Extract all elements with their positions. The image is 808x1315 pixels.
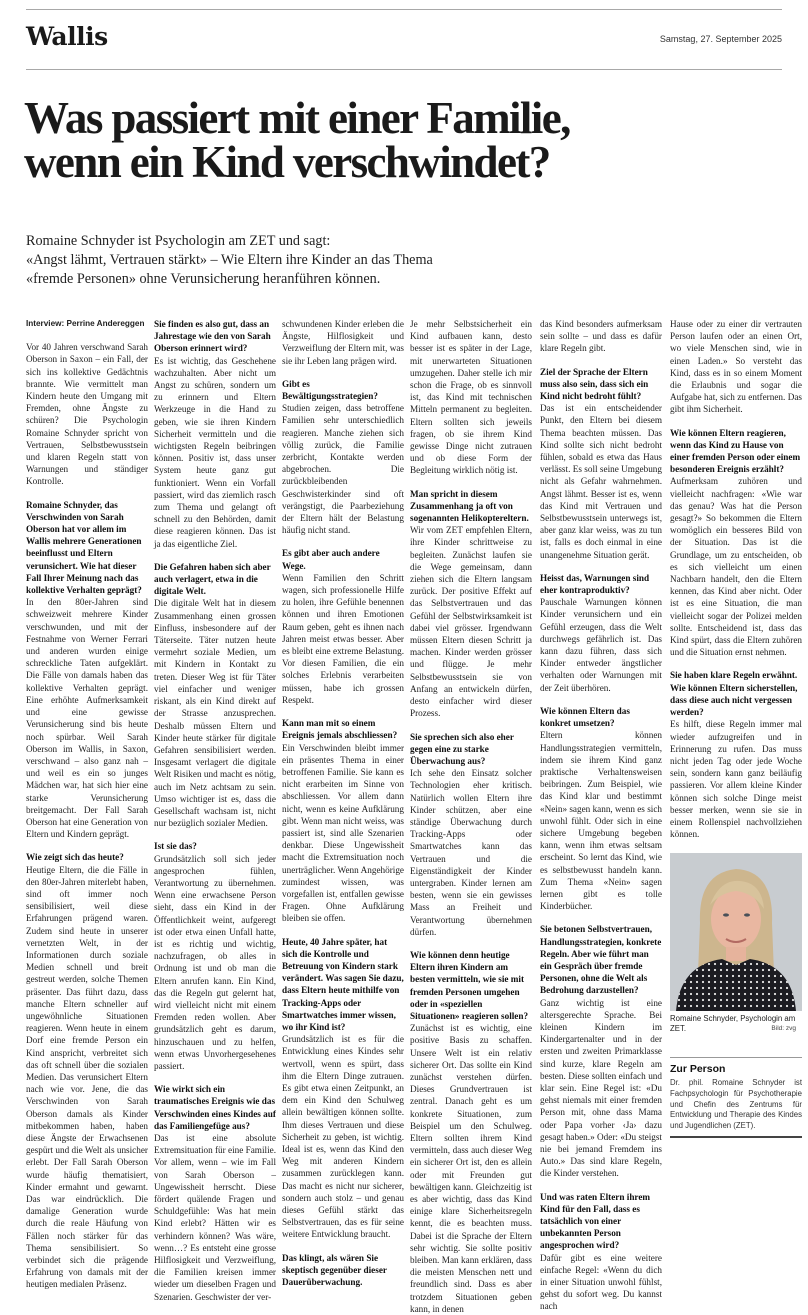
interview-question: Gibt es Bewältigungsstrategien? (282, 378, 378, 402)
interview-question: Sie betonen Selbstvertrauen, Handlungsstrategien, konkrete Regeln. Aber wie führt man ein Gespräch über fremde Personen, ohne die Welt als Bedrohung darzustellen? (540, 924, 662, 996)
interview-question: Sie haben klare Regeln erwähnt. Wie können Eltern sicherstellen, dass diese auch nicht vergessen werden? (670, 670, 798, 718)
interview-answer: Pauschale Warnungen können Kinder verunsichern und ein Gefühl erzeugen, dass die Welt durchwegs gefährlich ist. Das kann dazu führen, dass sich Kinder entweder ängstlicher verhalten oder Warnungen mit der Zeit überhören. (540, 597, 662, 693)
interview-question: Sie finden es also gut, dass an Jahrestage wie den von Sarah Oberson erinnert wird? (154, 319, 271, 354)
byline: Interview: Perrine Andereggen (26, 319, 145, 328)
interview-question: Wie zeigt sich das heute? (26, 852, 124, 863)
interview-answer: Es ist wichtig, das Geschehene wachzuhalten. Aber nicht um Angst zu schüren, sondern um zu erinnern und Eltern Werkzeuge in die Hand zu geben, wie sie ihren Kindern Sicherheit vermitteln und die wichtigsten Regeln beibringen können. Positiv ist, dass unser System heute ganz gut funktioniert. Wenn ein Vorfall passiert, wird das ziemlich rasch zum Thema und gelangt oft schnell zu den Behörden, damit diese reagieren können. Das ist ja das eigentliche Ziel. (154, 355, 276, 549)
lead-line: «Angst lähmt, Vertrauen stärkt» – Wie Eltern ihre Kinder an das Thema (26, 252, 433, 268)
article-column-3 (282, 318, 404, 1288)
interview-answer: Das ist ein entscheidender Punkt, den Eltern bei diesem Thema beachten müssen. Das Kind sollte sich nicht bedroht fühlen, sobald es etwa das Haus verlässt. Es soll seine Umgebung nicht als Gefahr wahrnehmen. Angst lähmt. Besser ist es, wenn das Kind mit Vertrauen und Selbstbewusstsein unterwegs ist, aber ganz klar weiss, was zu tun ist, falls es doch einmal in eine unangenehme Situation gerät. (540, 403, 662, 560)
article-column-5 (540, 318, 662, 1313)
photo-credit: Bild: zvg (771, 1025, 796, 1032)
interview-question: Romaine Schnyder, das Verschwinden von Sarah Oberson hat vor allem im Wallis mehrere Generationen beeinflusst und Eltern verunsichert. Wie hat dieser Fall Ihrer Meinung nach das kollektive Verhalten geprägt? (26, 499, 142, 596)
lead-line: Romaine Schnyder ist Psychologin am ZET und sagt: (26, 233, 331, 249)
interview-answer: Grundsätzlich soll sich jeder angesprochen fühlen, Verantwortung zu übernehmen. Wenn eine erwachsene Person sieht, dass ein Kind in der Öffentlichkeit weint, aufgeregt ist oder etwa einen Unfall hatte, ist es richtig und wichtig, nachzufragen, ob alles in Ordnung ist und ob man die Eltern anrufen kann. Ein Kind, das die Regeln gut gelernt hat, wird vielleicht nicht mit einem Fremden reden wollen. Aber grundsätzlich geht es darum, hinzuschauen und zu helfen, wenn etwas Unvorhergesehenes passiert. (154, 853, 276, 1071)
interview-question: Wie wirkt sich ein traumatisches Ereignis wie das Verschwinden eines Kindes auf das Familiengefüge aus? (154, 1084, 276, 1131)
interview-answer: Studien zeigen, dass betroffene Familien sehr unterschiedlich reagieren. Manche ziehen sich völlig zurück, die Familie zerbricht, Kontakte werden abgebrochen. Die zurückbleibenden Geschwisterkinder sind oft verängstigt, die Paarbeziehung der Eltern hält der Belastung häufig nicht stand. (282, 403, 404, 536)
interview-answer: Aufmerksam zuhören und vielleicht nachfragen: «Wie war das genau? Was hat die Person gesagt?» So bekommen die Eltern womöglich ein besseres Bild von der Situation. Das ist die Grundlage, um zu entscheiden, ob es sich vielleicht um einen Nachbarn handelt, den die Eltern kennen, das Kind aber nicht. Oder ist es eine Situation, die man vielleicht sogar der Polizei melden sollte. Entscheidend ist, dass das Kind spürt, dass die Eltern zuhören und die Situation ernst nehmen. (670, 476, 802, 658)
article-intro: Vor 40 Jahren verschwand Sarah Oberson in Saxon – ein Fall, der sich ins kollektive Gedächtnis brannte. Wie vermittelt man Kindern heute den Umgang mit Fremden, ohne Ängste zu schüren? Die Psychologin Romaine Schnyder spricht von Vertrauen, Selbstbewusstsein und klaren Regeln statt von Warnungen und ständiger Kontrolle. (26, 342, 148, 487)
interview-answer: Je mehr Selbstsicherheit ein Kind aufbauen kann, desto besser ist es später in der Lage, mit unerwarteten Situationen umzugehen. Daher stelle ich mir schon die Frage, ob es sinnvoll ist, das Kind mit technischen Mitteln permanent zu begleiten. Eltern sollten sich jeweils fragen, ob sie ihrem Kind gewisse Dinge nicht zutrauen und ob diese Form der Begleitung wirklich nötig ist. (410, 319, 532, 476)
bio-divider-top (670, 1057, 802, 1058)
portrait-photo (670, 853, 802, 1011)
interview-answer: Wenn Familien den Schritt wagen, sich professionelle Hilfe zu holen, ihre Gefühle benennen können und ihren Emotionen Raum geben, geht es ihnen nach Jahren meist etwas besser. Aber es bleibt eine extreme Belastung. Vor diesen Familien, die ein solches Erlebnis verarbeiten müssen, habe ich grossen Respekt. (282, 572, 404, 705)
bio-divider-bottom (670, 1136, 802, 1138)
header-divider (26, 69, 782, 70)
interview-question: Heisst das, Warnungen sind eher kontraproduktiv? (540, 572, 650, 596)
interview-question: Und was raten Eltern ihrem Kind für den Fall, dass es tatsächlich von einer unbekannten Person angesprochen wird? (540, 1191, 651, 1251)
section-title: Wallis (26, 22, 108, 51)
interview-answer: Wir vom ZET empfehlen Eltern, ihre Kinder schrittweise zu begleiten. Zunächst laufen sie die Wege gemeinsam, dann ziehen sich die Eltern langsam zurück. Der positive Effekt auf das Selbstvertrauen und das Gefühl der Selbstwirksamkeit ist dabei viel grösser. Irgendwann müssen Eltern diesen Schritt ja machen. Kinder werden grösser und flügge. Je mehr Selbstbewusstsein sie von Anfang an entwickeln dürfen, desto einfacher wird dieser Prozess. (410, 525, 532, 719)
interview-question: Wie können Eltern das konkret umsetzen? (540, 705, 630, 729)
issue-date: Samstag, 27. September 2025 (659, 34, 782, 44)
interview-question: Es gibt aber auch andere Wege. (282, 548, 380, 571)
interview-question: Wie können denn heutige Eltern ihren Kindern am besten vermitteln, wie sie mit fremden Personen umgehen oder in «speziellen Situationen» reagieren sollen? (410, 949, 529, 1021)
portrait-illustration-icon (670, 853, 802, 1011)
article-lead (26, 232, 586, 289)
interview-question: Kann man mit so einem Ereignis jemals abschliessen? (282, 718, 398, 741)
article-column-1 (26, 318, 148, 1291)
interview-answer: schwundenen Kinder erleben die Ängste, Hilflosigkeit und Verzweiflung der Eltern mit, was sie ihr Leben lang prägen wird. (282, 319, 404, 366)
photo-caption-text: Romaine Schnyder, Psychologin am ZET. (670, 1014, 796, 1033)
interview-answer: Dafür gibt es eine weitere einfache Regel: «Wenn du dich in einer Situation unwohl fühlst, gehst du sofort weg. Du kannst nach (540, 1252, 662, 1312)
interview-answer: Grundsätzlich ist es für die Entwicklung eines Kindes sehr wertvoll, wenn es spürt, dass ihm die Eltern Dinge zutrauen. Es gibt etwa einen Zeitpunkt, an dem ein Kind den Schulweg allein bewältigen können sollte. Ihm dieses Vertrauen und diese Sicherheit zu geben, ist wichtig. Ideal ist es, wenn das Kind den Weg mit anderen Kindern zusammen zurücklegen kann. Das macht es nicht nur sicherer, sondern auch stolz – und genau dieses Gefühl stärkt das Selbstvertrauen, das es für seine weitere Entwicklung braucht. (282, 1034, 404, 1240)
interview-question: Sie sprechen sich also eher gegen eine zu starke Überwachung aus? (410, 731, 514, 766)
interview-answer: In den 80er-Jahren sind schweizweit mehrere Kinder verschwunden, und mit der Festnahme von Werner Ferrari und anderen wurden einige schreckliche Taten aufgeklärt. Die Fälle von damals haben das kollektive Verhalten geprägt. Eine erhöhte Aufmerksamkeit und eine gewisse Verunsicherung sind bis heute noch spürbar. Weil Sarah Oberson im Wallis, in Saxon, verschwand – also ganz nah – und weil es ein so junges Mädchen war, hat sich hier eine starke Verunsicherung breitgemacht. Der Fall Sarah Oberson hat eine Generation von Eltern und Kindern geprägt. (26, 597, 148, 840)
interview-question: Heute, 40 Jahre später, hat sich die Kontrolle und Betreuung von Kindern stark verändert. Was sagen Sie dazu, dass Eltern heute mithilfe von Tracking-Apps oder Smartwatches immer wissen, wo ihr Kind ist? (282, 936, 404, 1032)
interview-question: Das klingt, als wären Sie skeptisch gegenüber dieser Dauerüberwachung. (282, 1252, 387, 1288)
interview-question: Ist sie das? (154, 841, 197, 852)
interview-answer: Ich sehe den Einsatz solcher Technologien eher kritisch. Natürlich wollen Eltern ihre Kinder schützen, aber eine ständige Überwachung durch Tracking-Apps oder Smartwatches kann das Vertrauen und die Eigenständigkeit der Kinder untergraben. Kinder lernen am besten, wenn sie ein gewisses Mass an Freiheit und Verantwortung übernehmen dürfen. (410, 768, 532, 937)
bio-box-title: Zur Person (670, 1063, 726, 1075)
interview-question: Die Gefahren haben sich aber auch verlagert, etwa in die digitale Welt. (154, 561, 271, 597)
interview-question: Ziel der Sprache der Eltern muss also sein, dass sich ein Kind nicht bedroht fühlt? (540, 366, 649, 402)
article-column-4 (410, 318, 532, 1315)
interview-answer: Eltern können Handlungsstrategien vermitteln, indem sie ihrem Kind ganz praktische Verhaltensweisen beibringen. Zum Beispiel, wie das Kind klar und bestimmt «Nein» sagen kann, wenn es sich unwohl fühlt. Oder sich in eine sichere Umgebung begeben kann, wenn ihm etwas seltsam erscheint. So lernt das Kind, wie es selbstbewusst handeln kann. Zum Thema «Nein» sagen lernen gibt es tolle Kinderbücher. (540, 730, 662, 912)
interview-answer: Heutige Eltern, die die Fälle in den 80er-Jahren miterlebt haben, sind oft immer noch sensibilisiert, weil diese Erfahrungen prägend waren. Zudem sind heute in unserer vernetzten Welt, in der Informationen durch soziale Medien schnell und breit gestreut werden, solche Themen präsenter. Das führt dazu, dass manche Eltern schneller auf ungewöhnliche Situationen reagieren. Wenn heute in einem Dorf eine fremde Person ein Kind anspricht, verbreitet sich das oft schnell über die sozialen Medien. Das verunsichert Eltern nach wie vor. Jene, die das Verschwinden von Sarah Oberson damals als Kinder mitbekommen haben, haben diese Ängste der Erwachsenen gespürt und die Welt als unsicher erlebt. Der Fall Sarah Oberson wurde häufig thematisiert, Kinder ermahnt und gewarnt. Das war eindrücklich. Die damalige Generation wurde durch die reale Häufung von Fällen noch stärker für das Thema sensibilisiert. So verbindet sich die prägende Erfahrung von damals mit der heutigen medialen Präsenz. (26, 864, 148, 1290)
interview-answer: Es hilft, diese Regeln immer mal wieder aufzugreifen und in Erinnerung zu rufen. Das muss nicht jeden Tag oder jede Woche sein, sondern kann ganz beiläufig passieren. Vor allem kleine Kinder können sich solche Dinge meist besser merken, wenn sie sie in einem Rollenspiel nachvollziehen können. (670, 719, 802, 840)
interview-answer: das Kind besonders aufmerksam sein sollte – und dass es dafür klare Regeln gibt. (540, 319, 662, 354)
article-column-2 (154, 318, 276, 1303)
interview-answer: Das ist eine absolute Extremsituation für eine Familie. Vor allem, wenn – wie im Fall von Sarah Oberson – Ungewissheit herrscht. Diese fördert quälende Fragen und Schuldgefühle: Was hat mein Kind erlebt? Hätten wir es verhindern können? Was wäre, wenn…? Es entsteht eine grosse Hilflosigkeit und Verzweiflung, die Familien kreisen immer wieder um dieselben Fragen und Szenarien. Geschwister der ver- (154, 1133, 276, 1302)
photo-caption (670, 1014, 802, 1034)
interview-answer: Ganz wichtig ist eine altersgerechte Sprache. Bei kleinen Kindern im Kindergartenalter und in der ersten und zweiten Primarklasse sind kurze, klare Regeln am besten. Diese sollten einfach und klar sein. Eine Regel ist: «Du gehst niemals mit einer fremden Person mit, ohne dass Mama oder Papa vorher ‹Ja› dazu gesagt haben.» Oder: «Du steigst nie bei jemand Fremdem ins Auto.» Das sind klare Regeln, die Kinder verstehen. (540, 997, 662, 1179)
lead-line: «fremde Personen» ohne Verunsicherung heranführen können. (26, 271, 381, 287)
interview-answer: Ein Verschwinden bleibt immer ein präsentes Thema in einer betroffenen Familie. Sie kann es nicht erarbeiten im Sinne von abschliessen. Vor allem dann nicht, wenn es keine Aufklärung gibt. Wenn man nicht weiss, was passiert ist, sind alle Szenarien denkbar. Diese Ungewissheit macht die Extremsituation noch unerträglicher. Wenn Angehörige zumindest wissen, was vorgefallen ist, entfallen gewisse Fragen. Ohne Aufklärung bleiben sie offen. (282, 742, 404, 924)
article-headline: Was passiert mit einer Familie, wenn ein Kind verschwindet? (24, 93, 570, 187)
bio-box-text: Dr. phil. Romaine Schnyder ist Fachpsychologin für Psychotherapie und Chefin des Zentrums für Entwicklung und Therapie des Kindes und Jugendlichen (ZET). (670, 1078, 802, 1131)
interview-question: Wie können Eltern reagieren, wenn das Kind zu Hause von einer fremden Person oder einem besonderen Ereignis erzählt? (670, 427, 801, 475)
article-column-6 (670, 318, 802, 840)
interview-answer: Hause oder zu einer dir vertrauten Person laufen oder an einen Ort, wo viele Menschen sind, wie in einen Laden.» So versteht das Kind, dass es in so einem Moment die Erlaubnis und sogar die Aufgabe hat, sich zu entfernen. Das gibt ihm Sicherheit. (670, 319, 802, 415)
interview-question: Man spricht in diesem Zusammenhang ja oft von sogenannten Helikoptereltern. (410, 488, 529, 524)
interview-answer: Zunächst ist es wichtig, eine positive Basis zu schaffen. Unsere Welt ist ein relativ sicherer Ort. Das sollte ein Kind zunächst verstehen dürfen. Dieses Grundvertrauen ist zentral. Danach geht es um konkrete Situationen, zum Beispiel um den Schulweg. Eltern sollten ihrem Kind vermitteln, dass auch dieser Weg ein sicherer Ort ist, den es allein oder mit Freunden gut bewältigen kann. Gleichzeitig ist es aber wichtig, dass das Kind einige klare Sicherheitsregeln kennt, die es beachten muss. Dabei ist die Sprache der Eltern sehr wichtig. Sie sollte positiv bleiben. Man kann erklären, dass die meisten Menschen nett und freundlich sind. Dass es aber trotzdem Situationen geben kann, in denen (410, 1023, 532, 1314)
interview-answer: Die digitale Welt hat in diesem Zusammenhang einen grossen Einfluss, insbesondere auf der Täterseite. Täter nutzen heute vermehrt soziale Medien, um mit Kindern in Kontakt zu treten. Dieser Weg ist für Täter viel einfacher und weniger riskant, als ein Kind direkt auf der Strasse anzusprechen. Deshalb müssen Eltern und Kinder heute stärker für digitale Gefahren sensibilisiert werden. Insgesamt verlagert die digitale Welt Risiken und macht es nötig, auch im Netz achtsam zu sein. Umso wichtiger ist es, dass die Gesellschaft wachsam ist, nicht nur bezüglich sozialer Medien. (154, 598, 276, 829)
top-divider (26, 9, 782, 10)
